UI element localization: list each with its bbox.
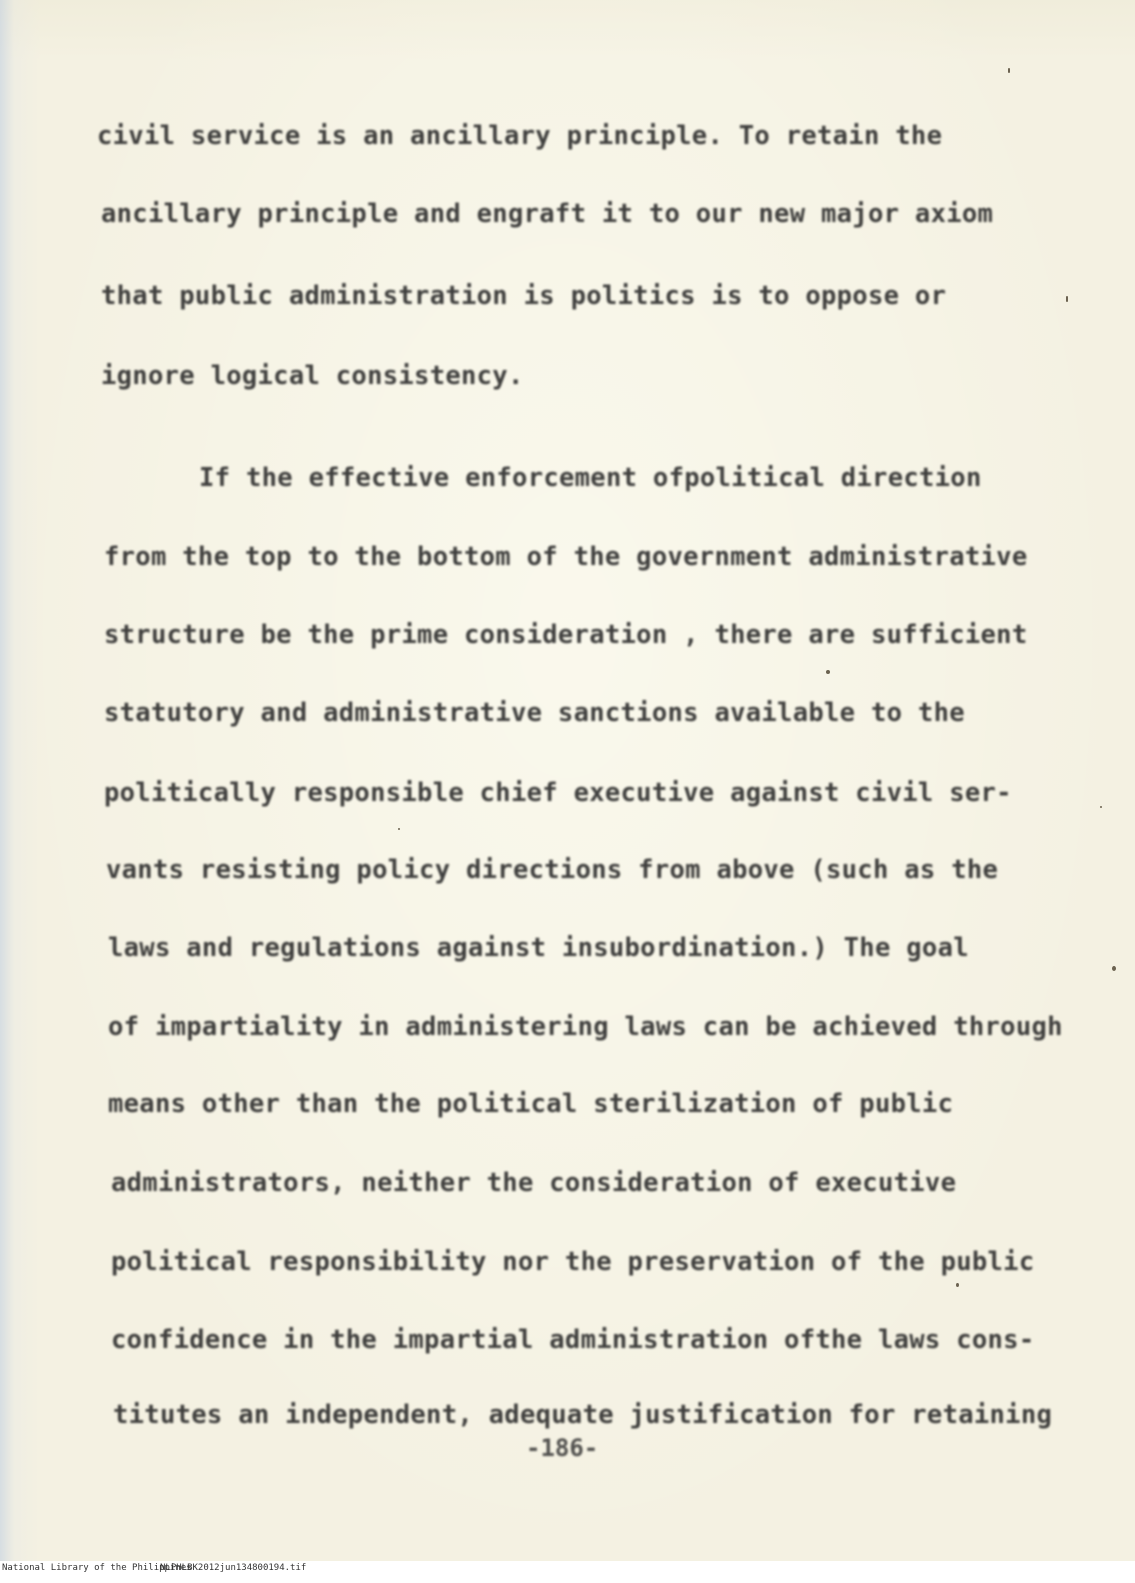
text-line: politically responsible chief executive against civil ser- (104, 778, 1012, 808)
paper-speck (956, 1283, 959, 1287)
text-line: structure be the prime consideration , there are sufficient (104, 620, 1028, 650)
text-line: that public administration is politics is to oppose or (101, 281, 947, 311)
paper-speck (1100, 806, 1102, 808)
text-line: statutory and administrative sanctions available to the (104, 698, 965, 728)
text-line: from the top to the bottom of the government administrative (104, 542, 1028, 572)
text-line: ignore logical consistency. (101, 361, 524, 391)
paper-speck (398, 828, 400, 830)
paper-speck (1066, 296, 1068, 302)
footer-file-id: NLPHLBK2012jun134800194.tif (160, 1563, 307, 1573)
paper-speck (1112, 966, 1116, 971)
text-line: civil service is an ancillary principle. To retain the (97, 121, 943, 151)
text-line: administrators, neither the consideration of executive (111, 1168, 957, 1198)
text-line: If the effective enforcement ofpolitical direction (199, 463, 982, 493)
paper-speck (1008, 68, 1010, 73)
paper-speck (826, 670, 830, 674)
text-line: vants resisting policy directions from above (such as the (106, 855, 999, 885)
text-line: confidence in the impartial administration ofthe laws cons- (111, 1325, 1035, 1355)
footer-library-name: National Library of the Philippines (2, 1563, 192, 1573)
text-line: titutes an independent, adequate justification for retaining (113, 1400, 1053, 1430)
text-line: laws and regulations against insubordination.) The goal (108, 933, 969, 963)
text-line: ancillary principle and engraft it to our new major axiom (101, 199, 994, 229)
text-line: of impartiality in administering laws can be achieved through (108, 1012, 1063, 1042)
text-line: political responsibility nor the preservation of the public (111, 1247, 1035, 1277)
text-line: means other than the political sterilization of public (108, 1089, 954, 1119)
page-number: -186- (526, 1434, 599, 1462)
